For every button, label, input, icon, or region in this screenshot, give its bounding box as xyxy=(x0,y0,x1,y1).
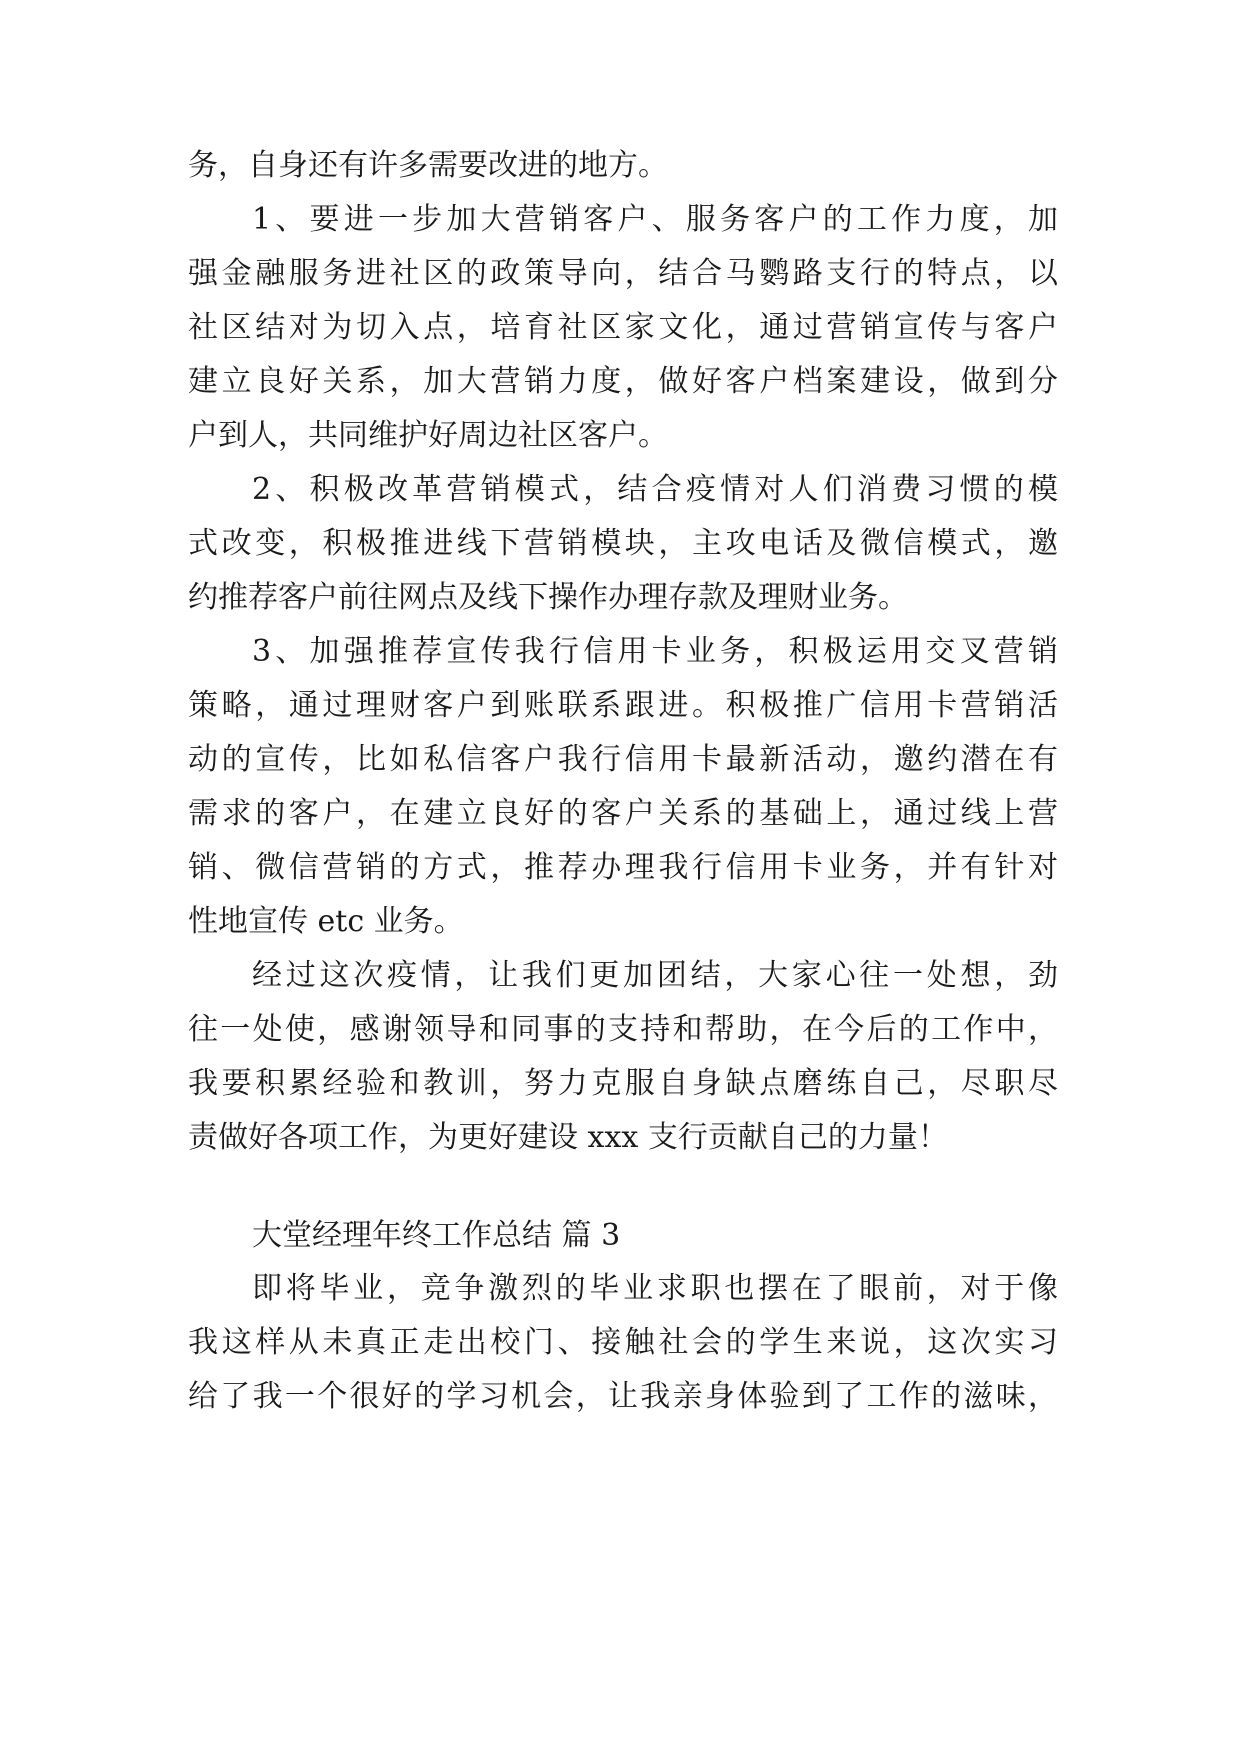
paragraph-line: 我要积累经验和教训，努力克服自身缺点磨练自己，尽职尽 xyxy=(188,1066,1058,1101)
paragraph-line: 式改变，积极推进线下营销模块，主攻电话及微信模式，邀 xyxy=(188,526,1058,561)
paragraph-line: 经过这次疫情，让我们更加团结，大家心往一处想，劲 xyxy=(252,958,1058,993)
paragraph-line: 往一处使，感谢领导和同事的支持和帮助，在今后的工作中， xyxy=(188,1012,1058,1047)
paragraph-line: 务，自身还有许多需要改进的地方。 xyxy=(188,148,668,183)
paragraph-line: 给了我一个很好的学习机会，让我亲身体验到了工作的滋味， xyxy=(188,1379,1058,1414)
paragraph-line: 即将毕业，竞争激烈的毕业求职也摆在了眼前，对于像 xyxy=(252,1271,1058,1306)
section-heading: 大堂经理年终工作总结 篇 3 xyxy=(252,1218,621,1253)
paragraph-line: 3、加强推荐宣传我行信用卡业务，积极运用交叉营销 xyxy=(252,634,1058,669)
paragraph-line: 需求的客户，在建立良好的客户关系的基础上，通过线上营 xyxy=(188,796,1058,831)
paragraph-line: 建立良好关系，加大营销力度，做好客户档案建设，做到分 xyxy=(188,364,1058,399)
paragraph-line: 约推荐客户前往网点及线下操作办理存款及理财业务。 xyxy=(188,580,908,615)
paragraph-line: 户到人，共同维护好周边社区客户。 xyxy=(188,418,668,453)
paragraph-line: 2、积极改革营销模式，结合疫情对人们消费习惯的模 xyxy=(252,472,1058,507)
paragraph-line: 销、微信营销的方式，推荐办理我行信用卡业务，并有针对 xyxy=(188,850,1058,885)
paragraph-line: 社区结对为切入点，培育社区家文化，通过营销宣传与客户 xyxy=(188,310,1058,345)
paragraph-line: 动的宣传，比如私信客户我行信用卡最新活动，邀约潜在有 xyxy=(188,742,1058,777)
paragraph-line: 我这样从未真正走出校门、接触社会的学生来说，这次实习 xyxy=(188,1325,1058,1360)
paragraph-line: 策略，通过理财客户到账联系跟进。积极推广信用卡营销活 xyxy=(188,688,1058,723)
paragraph-line: 1、要进一步加大营销客户、服务客户的工作力度，加 xyxy=(252,202,1058,237)
paragraph-line: 责做好各项工作，为更好建设 xxx 支行贡献自己的力量！ xyxy=(188,1120,948,1155)
paragraph-line: 性地宣传 etc 业务。 xyxy=(188,904,464,939)
paragraph-line: 强金融服务进社区的政策导向，结合马鹦路支行的特点，以 xyxy=(188,256,1058,291)
